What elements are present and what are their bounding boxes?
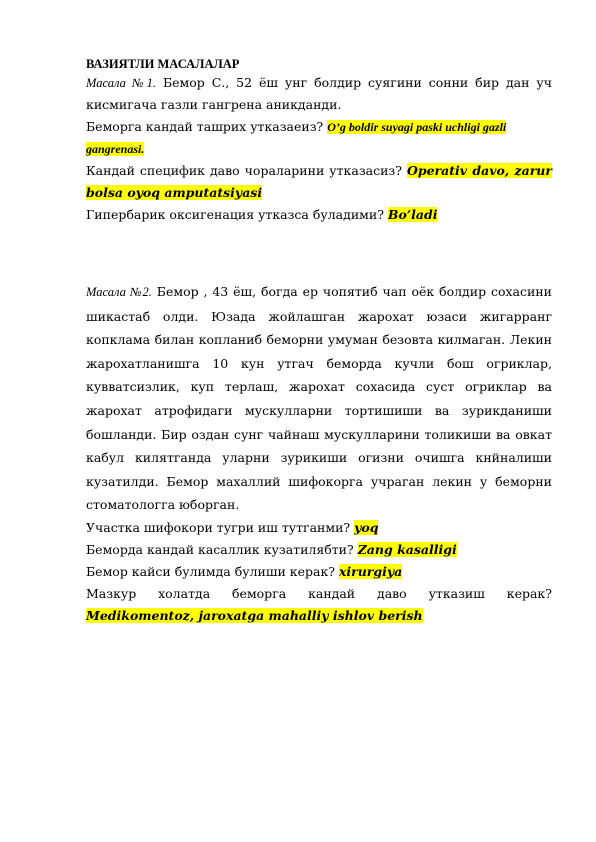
task1-answer2: Operativ davo, zarur bolsa oyoq amputatsiyasi (86, 163, 552, 200)
task2-answer4: Medikomentoz, jaroxatga mahalliy ishlov berish (86, 607, 423, 623)
task1-answer3: Bo’ladi (387, 207, 438, 222)
task1-question3: Гипербарик оксигенация утказса буладими? Bo’ladi (86, 207, 438, 222)
task2-statement (86, 280, 552, 517)
task2-label: Масала №2. (86, 285, 152, 299)
task1-answer1: O’g boldir suyagi paski uchligi gazli gangrenasi. (86, 120, 507, 156)
task1-question1: Беморга кандай ташрих утказаеиз? O’g boldir suyagi paski uchligi gazli gangrenasi. (86, 119, 507, 156)
task2-question4: Мазкур холатда беморга кандай даво утказиш керак? (86, 585, 552, 601)
task2-answer3: xirurgiya (338, 563, 403, 579)
task2-answer4-line (86, 605, 552, 627)
task1-label: Масала №1. (86, 76, 157, 90)
document-page (86, 56, 552, 627)
task1-text: Бемор С., 52 ёш унг болдир суягини сонни бир дан уч кисмигача газли гангрена аникданди. (86, 75, 552, 112)
task2-question3: Бемор кайси булимда булиши керак? xirurgiya (86, 563, 403, 579)
document-heading: ВАЗИЯТЛИ МАСАЛАЛАР (86, 57, 240, 71)
task2-question2: Беморда кандай касаллик кузатилябти? Zang kasalligi (86, 541, 457, 557)
task2-answer2: Zang kasalligi (357, 541, 457, 557)
section-gap (86, 226, 552, 280)
task2-question1: Участка шифокори тугри иш тутганми? yoq (86, 519, 379, 535)
task1-statement (86, 72, 552, 116)
task1-question2: Кандай специфик даво чораларини утказасиз? Operativ davo, zarur bolsa oyoq amputatsiyasi (86, 163, 552, 200)
task2-text: Бемор , 43 ёш, богда ер чопятиб чап оёк болдир сохасини шикастаб олди. Юзада жойлашган жарохат юзаси жигарранг копклама билан копланиб беморни умуман безовта килмаган. Лекин жарохатланишга 10 кун утгач беморда кучли бош огриклар, кувватсизлик, куп терлаш, жарохат сохасида суст огриклар ва жарохат атрофидаги мускулларни тортишиши ва зурикданиши бошланди. Бир оздан сунг чайнаш мускулларини толикиши ва овкат кабул килятганда уларни зурикиши огизни очишга кнйналиши кузатилди. Бемор махаллий шифокорга учраган лекин у беморни стоматологга юборган. (86, 284, 552, 513)
task2-answer1: yoq (354, 519, 379, 535)
